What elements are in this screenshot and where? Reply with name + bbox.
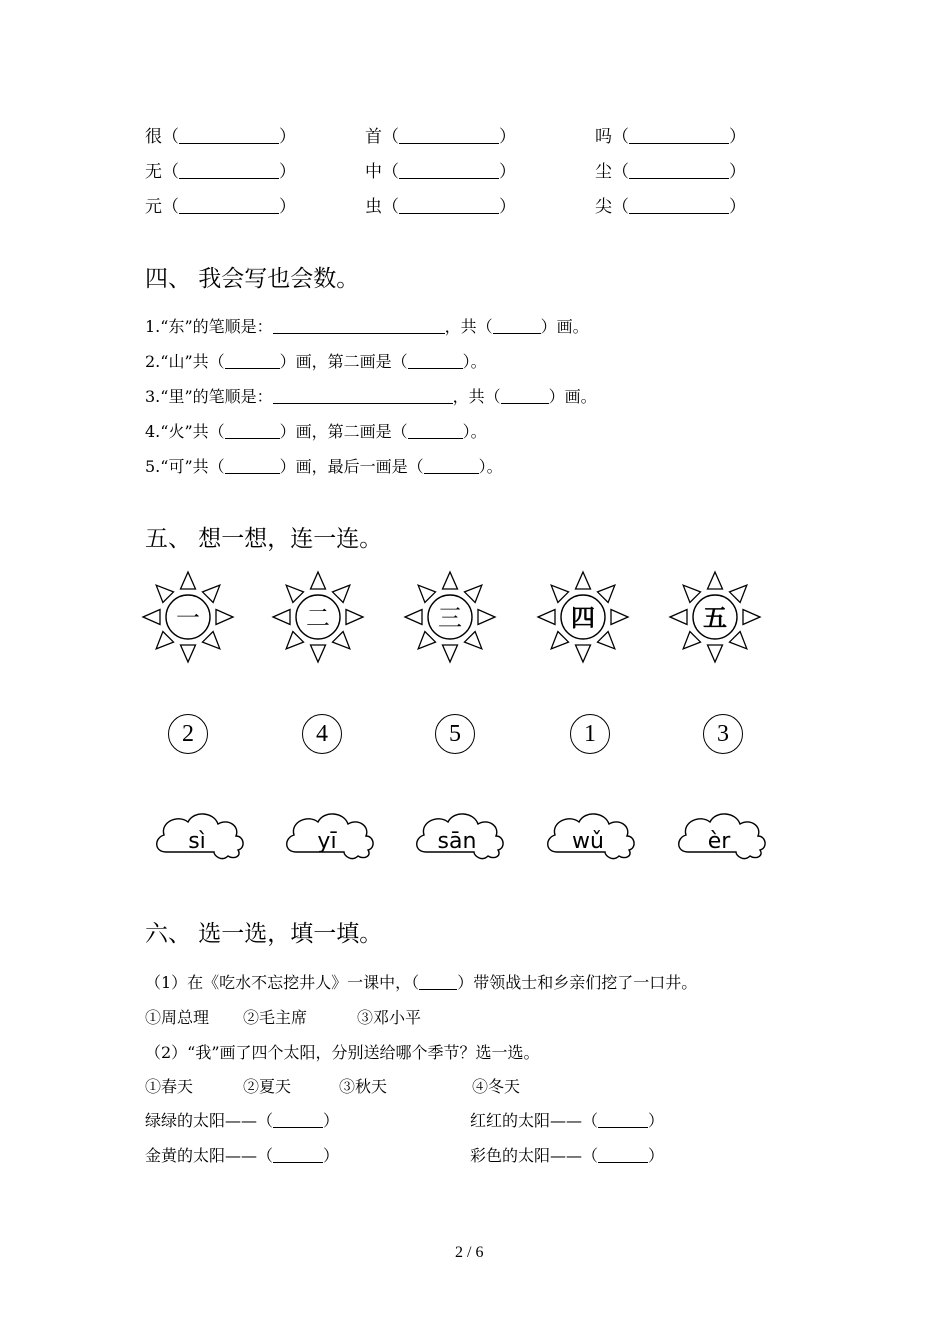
- sun-ray: [576, 572, 591, 589]
- sun-ray: [418, 585, 435, 602]
- section5-title: 五、 想一想，连一连。: [145, 526, 383, 552]
- blank-line[interactable]: [399, 197, 499, 214]
- cloud-icon[interactable]: [412, 808, 508, 864]
- cloud-icon[interactable]: [152, 808, 248, 864]
- blank-line[interactable]: [273, 1111, 323, 1128]
- sun-label: 二: [306, 604, 330, 632]
- char-cell: 中（ ）: [365, 162, 516, 182]
- sun-ray: [273, 610, 290, 625]
- blank-line[interactable]: [424, 457, 479, 474]
- sun-ray: [286, 585, 303, 602]
- char-cell: 很（ ）: [145, 127, 296, 147]
- question-item: 1.“东”的笔顺是： ，共（ ）画。: [145, 317, 589, 336]
- question-1: （1）在《吃水不忘挖井人》一课中，（ ）带领战士和乡亲们挖了一口井。: [145, 973, 698, 992]
- sun-ray: [202, 585, 219, 602]
- blank-line[interactable]: [179, 162, 279, 179]
- char-cell: 元（ ）: [145, 197, 296, 217]
- blank-line[interactable]: [629, 162, 729, 179]
- sun-ray: [216, 610, 233, 625]
- sun-label: 五: [703, 603, 727, 632]
- sun-ray: [405, 610, 422, 625]
- sun-icon[interactable]: [138, 567, 238, 667]
- number-circle[interactable]: 1: [570, 714, 610, 754]
- fill-item: 彩色的太阳——（ ）: [470, 1146, 665, 1165]
- sun-icon[interactable]: [533, 567, 633, 667]
- cloud-icon[interactable]: [543, 808, 639, 864]
- sun-ray: [181, 645, 196, 662]
- sun-ray: [332, 585, 349, 602]
- blank-line[interactable]: [225, 352, 280, 369]
- sun-ray: [729, 631, 746, 648]
- blank-line[interactable]: [408, 352, 463, 369]
- sun-ray: [143, 610, 160, 625]
- sun-ray: [597, 585, 614, 602]
- fill-item: 绿绿的太阳——（ ）: [145, 1111, 340, 1130]
- blank-line[interactable]: [273, 387, 453, 404]
- pinyin-label: sì: [188, 829, 206, 854]
- q2-option: ③秋天: [339, 1077, 388, 1096]
- q2-option: ④冬天: [472, 1077, 521, 1096]
- blank-line[interactable]: [598, 1111, 648, 1128]
- blank-line[interactable]: [273, 1146, 323, 1163]
- sun-label: 三: [438, 604, 462, 632]
- sun-ray: [443, 572, 458, 589]
- sun-ray: [181, 572, 196, 589]
- blank-line[interactable]: [399, 162, 499, 179]
- question-2: （2）“我”画了四个太阳，分别送给哪个季节？选一选。: [145, 1043, 540, 1062]
- blank-line[interactable]: [179, 127, 279, 144]
- char-cell: 吗（ ）: [595, 127, 746, 147]
- blank-line[interactable]: [273, 317, 445, 334]
- number-circle[interactable]: 3: [703, 714, 743, 754]
- blank-line[interactable]: [629, 127, 729, 144]
- blank-line[interactable]: [629, 197, 729, 214]
- blank-line[interactable]: [598, 1146, 648, 1163]
- cloud-icon[interactable]: [674, 808, 770, 864]
- sun-ray: [332, 631, 349, 648]
- q2-option: ①春天: [145, 1077, 194, 1096]
- blank-line[interactable]: [399, 127, 499, 144]
- pinyin-label: wǔ: [572, 829, 604, 854]
- sun-ray: [611, 610, 628, 625]
- sun-ray: [156, 631, 173, 648]
- sun-label: 一: [176, 604, 200, 632]
- q1-option: ①周总理: [145, 1008, 210, 1027]
- q1-option: ③邓小平: [357, 1008, 422, 1027]
- section6-title: 六、 选一选，填一填。: [145, 921, 383, 947]
- sun-ray: [156, 585, 173, 602]
- sun-ray: [311, 645, 326, 662]
- blank-line[interactable]: [419, 973, 457, 990]
- sun-ray: [683, 585, 700, 602]
- sun-ray: [670, 610, 687, 625]
- page-number: 2 / 6: [455, 1244, 484, 1261]
- sun-ray: [418, 631, 435, 648]
- sun-ray: [443, 645, 458, 662]
- sun-ray: [286, 631, 303, 648]
- sun-ray: [464, 585, 481, 602]
- char-cell: 首（ ）: [365, 127, 516, 147]
- sun-ray: [202, 631, 219, 648]
- sun-ray: [346, 610, 363, 625]
- number-circle[interactable]: 4: [302, 714, 342, 754]
- pinyin-label: èr: [707, 829, 731, 854]
- sun-ray: [311, 572, 326, 589]
- char-cell: 尘（ ）: [595, 162, 746, 182]
- sun-ray: [683, 631, 700, 648]
- q2-option: ②夏天: [243, 1077, 292, 1096]
- sun-ray: [551, 585, 568, 602]
- question-item: 5.“可”共（ ）画，最后一画是（ ）。: [145, 457, 503, 476]
- blank-line[interactable]: [493, 317, 541, 334]
- q1-option: ②毛主席: [243, 1008, 308, 1027]
- sun-ray: [576, 645, 591, 662]
- fill-item: 红红的太阳——（ ）: [470, 1111, 665, 1130]
- cloud-icon[interactable]: [282, 808, 378, 864]
- blank-line[interactable]: [225, 457, 280, 474]
- blank-line[interactable]: [501, 387, 549, 404]
- blank-line[interactable]: [179, 197, 279, 214]
- question-item: 2.“山”共（ ）画，第二画是（ ）。: [145, 352, 487, 371]
- char-cell: 虫（ ）: [365, 197, 516, 217]
- sun-ray: [597, 631, 614, 648]
- sun-ray: [708, 572, 723, 589]
- sun-ray: [729, 585, 746, 602]
- sun-icon[interactable]: [268, 567, 368, 667]
- fill-item: 金黄的太阳——（ ）: [145, 1146, 340, 1165]
- question-item: 4.“火”共（ ）画，第二画是（ ）。: [145, 422, 487, 441]
- number-circle[interactable]: 5: [435, 714, 475, 754]
- blank-line[interactable]: [225, 422, 280, 439]
- blank-line[interactable]: [408, 422, 463, 439]
- char-cell: 无（ ）: [145, 162, 296, 182]
- sun-ray: [478, 610, 495, 625]
- pinyin-label: sān: [437, 829, 477, 854]
- pinyin-label: yī: [317, 829, 337, 854]
- section4-title: 四、 我会写也会数。: [145, 266, 360, 292]
- sun-ray: [538, 610, 555, 625]
- char-cell: 尖（ ）: [595, 197, 746, 217]
- sun-ray: [464, 631, 481, 648]
- sun-ray: [743, 610, 760, 625]
- sun-label: 四: [571, 603, 595, 632]
- sun-icon[interactable]: [665, 567, 765, 667]
- number-circle[interactable]: 2: [168, 714, 208, 754]
- sun-icon[interactable]: [400, 567, 500, 667]
- question-item: 3.“里”的笔顺是： ，共（ ）画。: [145, 387, 597, 406]
- sun-ray: [708, 645, 723, 662]
- sun-ray: [551, 631, 568, 648]
